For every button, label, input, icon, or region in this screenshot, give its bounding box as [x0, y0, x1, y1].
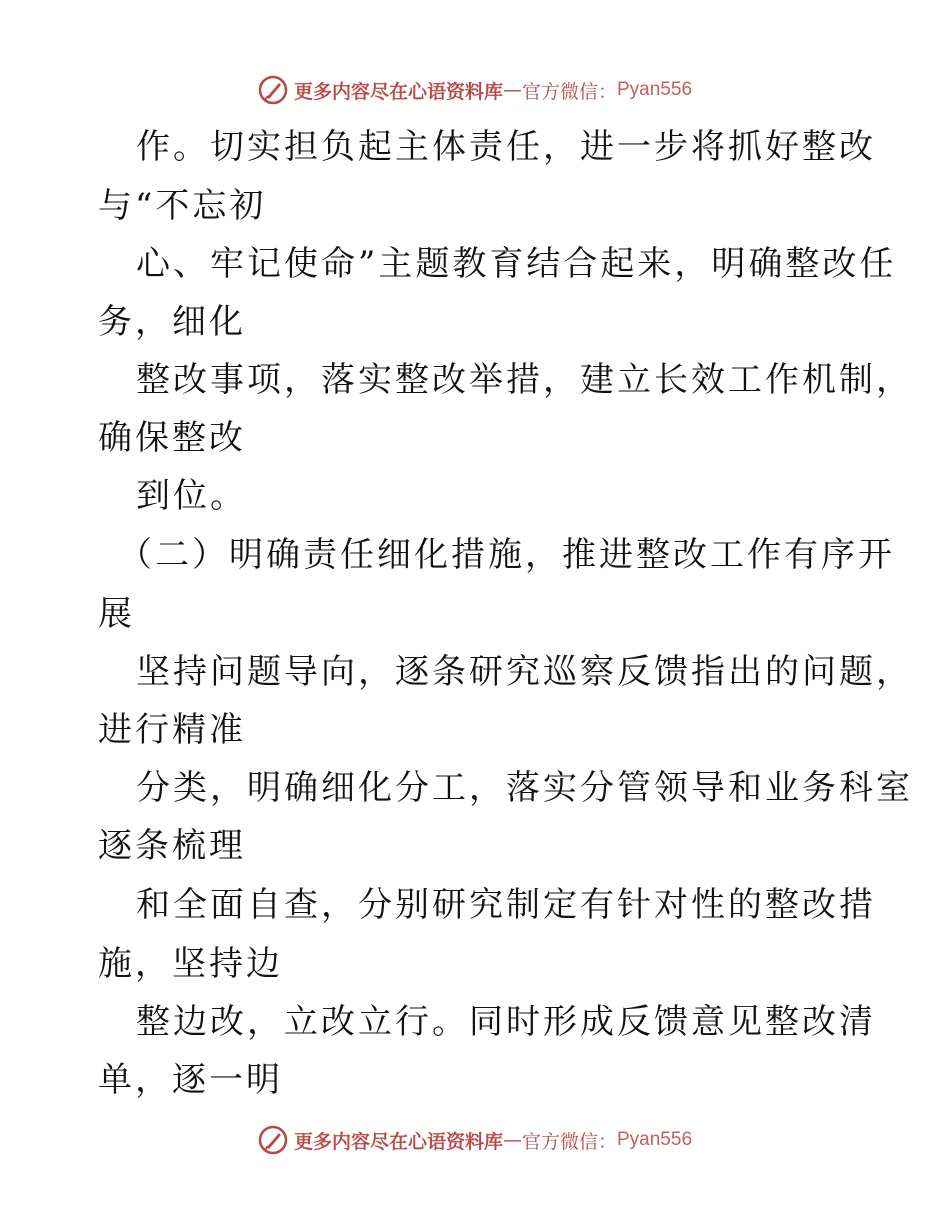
- watermark-wechat-id: Pyan556: [617, 1129, 693, 1150]
- header-watermark: [0, 70, 950, 110]
- body-line-14: 和全面自查，分别研究制定有针对性的整改措: [136, 885, 876, 925]
- watermark-dash: —: [502, 1129, 522, 1151]
- body-line-1: 作。切实担负起主体责任，进一步将抓好整改: [136, 127, 876, 167]
- body-line-16: 整边改，立改立行。同时形成反馈意见整改清: [136, 1002, 876, 1042]
- footer-watermark: [0, 1120, 950, 1160]
- body-line-2: 与“不忘初: [98, 186, 267, 226]
- body-line-7: 到位。: [136, 476, 247, 516]
- body-line-15: 施，坚持边: [98, 944, 283, 984]
- body-line-9: 展: [98, 594, 135, 634]
- body-line-4: 务，细化: [98, 302, 246, 342]
- watermark-wechat-label: 官方微信：: [521, 1130, 617, 1153]
- body-line-5: 整改事项，落实整改举措，建立长效工作机制，: [136, 360, 913, 400]
- quill-logo-icon: [258, 75, 288, 105]
- body-line-6: 确保整改: [98, 418, 246, 458]
- body-line-3: 心、牢记使命”主题教育结合起来，明确整改任: [136, 244, 897, 284]
- watermark-wechat-label: 官方微信：: [521, 80, 617, 103]
- section-heading: （二）明确责任细化措施，推进整改工作有序开: [118, 535, 895, 575]
- body-line-12: 分类，明确细化分工，落实分管领导和业务科室: [136, 768, 913, 808]
- body-line-13: 逐条梳理: [98, 826, 246, 866]
- watermark-wechat-id: Pyan556: [617, 79, 693, 100]
- body-line-17: 单，逐一明: [98, 1060, 283, 1100]
- watermark-main-text: 更多内容尽在心语资料库: [293, 80, 503, 103]
- body-line-11: 进行精准: [98, 710, 246, 750]
- watermark-dash: —: [502, 79, 522, 101]
- watermark-main-text: 更多内容尽在心语资料库: [293, 1130, 503, 1153]
- body-line-10: 坚持问题导向，逐条研究巡察反馈指出的问题，: [136, 652, 913, 692]
- quill-logo-icon: [258, 1125, 288, 1155]
